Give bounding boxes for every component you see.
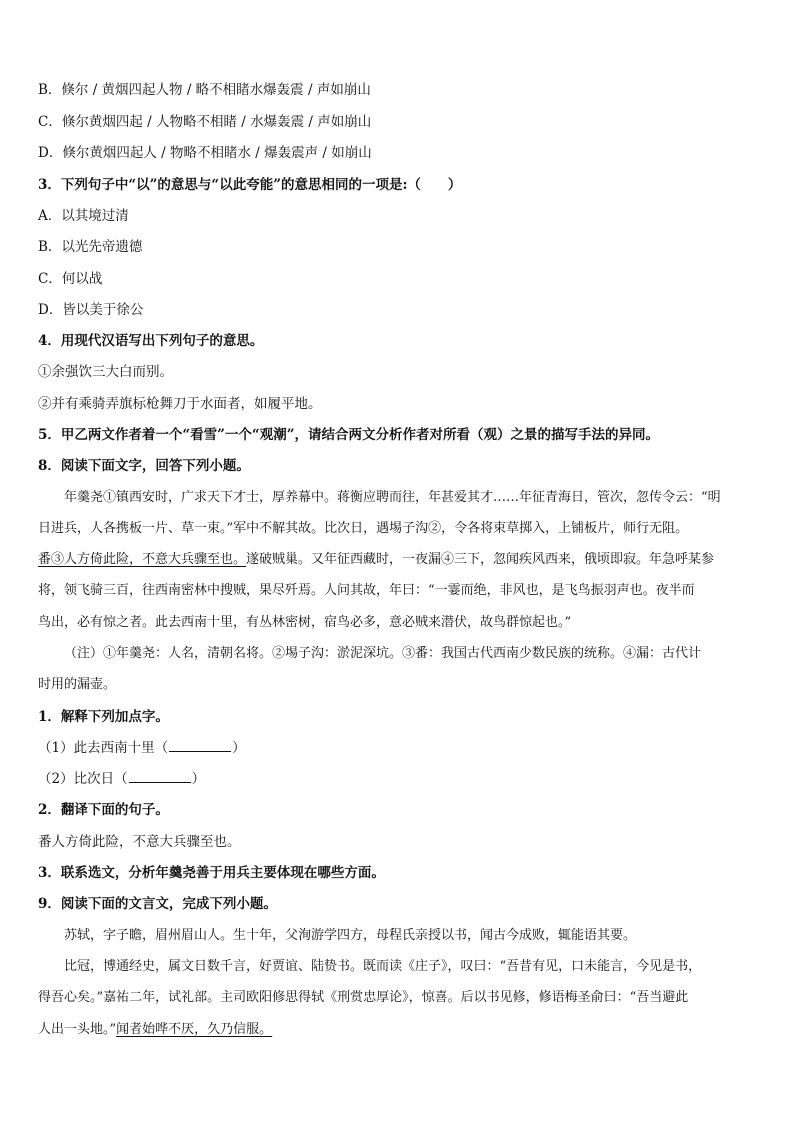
q9-passage-line-4-text: 人出一头地。” xyxy=(38,1022,117,1037)
q8-sub1-item-1 xyxy=(38,738,246,758)
q3-option-d: D．皆以美于徐公 xyxy=(38,302,144,318)
q8-passage-line-1: 年羹尧①镇西安时，广求天下才士，厚养幕中。蒋衡应聘而往，年甚爱其才……年征青海日，管次，忽传令云：“明 xyxy=(64,490,721,505)
q9-passage-line-2: 比冠，博通经史，属文日数千言，好贾谊、陆贽书。既而读《庄子》，叹曰：“吾昔有见，口未能言，今见是书， xyxy=(64,959,702,974)
q8-sub1-item-2-text: （2）比次日（ xyxy=(38,771,128,787)
q5-stem: 5．甲乙两文作者着一个“看雪”一个“观潮”，请结合两文分析作者对所看（观）之景的描写手法的异同。 xyxy=(38,427,659,443)
q8-passage-line-5: 鸟出，必有惊之者。此去西南十里，有丛林密树，宿鸟必多，意必贼来潜伏，故鸟群惊起也。” xyxy=(38,615,572,630)
q8-note-line-2: 时用的漏壶。 xyxy=(38,677,117,692)
q9-passage-line-3: 得吾心矣。”嘉祐二年，试礼部。主司欧阳修思得轼《刑赏忠厚论》，惊喜。后以书见修，修语梅圣俞曰：“吾当避此 xyxy=(38,990,689,1005)
q3-option-b: B．以光先帝遗德 xyxy=(38,239,143,255)
q8-underlined-sentence: 番③人方倚此险，不意大兵骤至也。 xyxy=(38,552,247,567)
q8-passage-line-3-rest: 遂破贼巢。又年征西藏时，一夜漏④三下，忽闻疾风西来，俄顷即寂。年急呼某参 xyxy=(246,552,715,567)
q8-sub1-item-1-close: ） xyxy=(232,740,246,756)
q9-passage-line-1: 苏轼，字子瞻，眉州眉山人。生十年，父洵游学四方，母程氏亲授以书，闻古今成败，辄能语其要。 xyxy=(64,928,637,943)
q8-sub2-stem: 2．翻译下面的句子。 xyxy=(38,802,169,818)
q8-passage-line-3 xyxy=(38,550,714,570)
q8-stem: 8．阅读下面文字，回答下列小题。 xyxy=(38,458,250,474)
answer-blank-2[interactable] xyxy=(129,769,191,783)
q8-sub1-stem: 1．解释下列加点字。 xyxy=(38,709,169,725)
q3-option-a: A．以其境过清 xyxy=(38,208,129,224)
q9-underlined-sentence: 闻者始哗不厌，久乃信服。 xyxy=(116,1022,273,1037)
q3-stem: 3．下列句子中“以”的意思与“以此夸能”的意思相同的一项是:（ ） xyxy=(38,177,462,193)
q8-sub1-item-1-text: （1）此去西南十里（ xyxy=(38,740,169,756)
q8-passage-line-2: 日进兵，人各携板一片、草一束。”军中不解其故。比次日，遇埸子沟②，令各将束草掷入，上铺板片，师行无阻。 xyxy=(38,521,689,536)
q8-sub1-item-2-close: ） xyxy=(191,771,206,787)
q8-sub2-sentence: 番人方倚此险，不意大兵骤至也。 xyxy=(38,834,241,850)
q4-stem: 4．用现代汉语写出下列句子的意思。 xyxy=(38,333,264,349)
q8-sub3-stem: 3．联系选文，分析年羹尧善于用兵主要体现在哪些方面。 xyxy=(38,865,385,881)
answer-blank-1[interactable] xyxy=(169,738,231,752)
q2-option-b: B．倏尔 / 黄烟四起人物 / 略不相睹水爆轰震 / 声如崩山 xyxy=(38,82,371,98)
q4-sentence-1: ①余强饮三大白而别。 xyxy=(38,364,173,380)
q3-option-c: C．何以战 xyxy=(38,271,103,287)
q9-stem: 9．阅读下面的文言文，完成下列小题。 xyxy=(38,896,277,912)
q8-sub1-item-2 xyxy=(38,769,205,789)
q2-option-d: D．倏尔黄烟四起人 / 物略不相睹水 / 爆轰震声 / 如崩山 xyxy=(38,145,372,161)
q9-passage-line-4 xyxy=(38,1020,272,1040)
q8-note-line-1: （注）①年羹尧：人名，清朝名将。②埸子沟：淤泥深坑。③番：我国古代西南少数民族的统称。④漏：古代计 xyxy=(64,646,702,661)
q8-passage-line-4: 将，领飞骑三百，往西南密林中搜贼，果尽歼焉。人问其故，年曰：“一霎而绝，非风也，是飞鸟振羽声也。夜半而 xyxy=(38,583,695,598)
q4-sentence-2: ②并有乘骑弄旗标枪舞刀于水面者，如履平地。 xyxy=(38,396,322,412)
q2-option-c: C．倏尔黄烟四起 / 人物略不相睹 / 水爆轰震 / 声如崩山 xyxy=(38,114,372,130)
